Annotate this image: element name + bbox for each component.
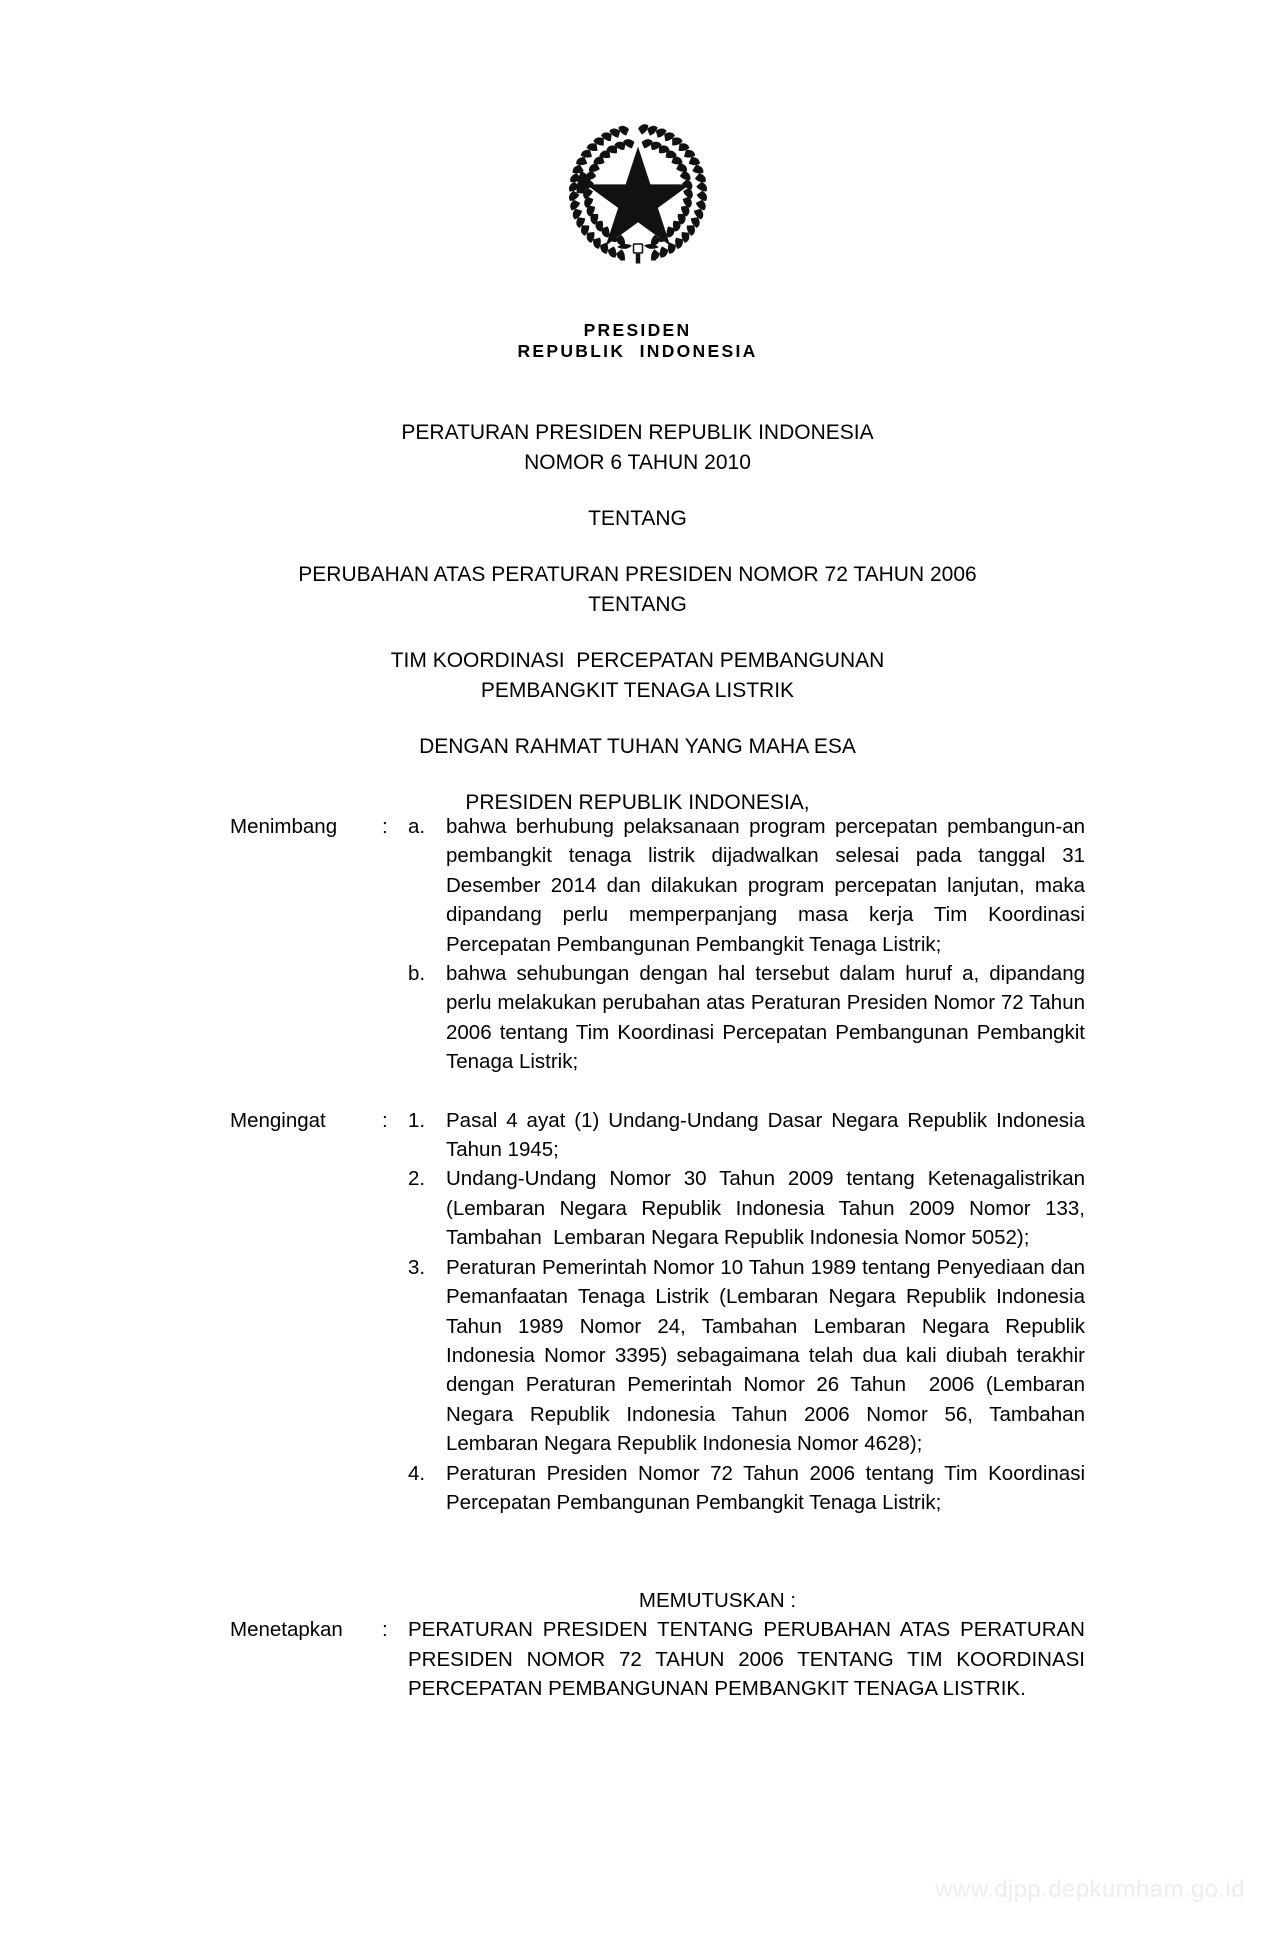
clause-mengingat xyxy=(230,1106,1091,1518)
item-text: Peraturan Pemerintah Nomor 10 Tahun 1989 tentang Penyediaan dan Pemanfaatan Tenaga Listrik (Lembaran Negara Republik Indonesia Tahun 1989 Nomor 24, Tambahan Lembaran Negara Republik Indonesia Nomor 3395) sebagaimana telah dua kali diubah terakhir dengan Peraturan Pemerintah Nomor 26 Tahun 2006 (Lembaran Negara Republik Indonesia Tahun 2006 Nomor 56, Tambahan Lembaran Negara Republik Indonesia Nomor 4628); xyxy=(446,1255,1091,1456)
title-line-2: NOMOR 6 TAHUN 2010 xyxy=(524,451,751,474)
page-title xyxy=(0,418,1275,478)
item-marker: 3. xyxy=(408,1255,426,1279)
list-item xyxy=(408,1106,1091,1165)
title-line-7: PEMBANGKIT TENAGA LISTRIK xyxy=(480,679,795,702)
subject-block-1 xyxy=(0,560,1275,620)
title-line-1: PERATURAN PRESIDEN REPUBLIK INDONESIA xyxy=(401,421,874,444)
tentang-label-1: TENTANG xyxy=(588,507,687,530)
clause-label: Menetapkan xyxy=(230,1618,343,1642)
clause-item-list xyxy=(408,812,1091,1077)
list-item xyxy=(408,1253,1091,1459)
national-emblem-container xyxy=(0,118,1275,273)
spacer xyxy=(0,478,1275,504)
decision-section xyxy=(230,1586,1091,1704)
list-item xyxy=(408,1459,1091,1518)
garuda-star-wreath-emblem xyxy=(563,118,713,268)
clause-colon: : xyxy=(382,1618,388,1642)
tentang-label-2: TENTANG xyxy=(588,593,687,616)
issuer-line: PRESIDEN REPUBLIK INDONESIA, xyxy=(465,791,810,814)
invocation-line: DENGAN RAHMAT TUHAN YANG MAHA ESA xyxy=(419,735,856,758)
document-title-block xyxy=(0,418,1275,818)
spacer xyxy=(0,620,1275,646)
spacer xyxy=(0,534,1275,560)
emblem-caption-line-1: PRESIDEN xyxy=(583,320,692,340)
item-text: bahwa berhubung pelaksanaan program percepatan pembangun-an pembangkit tenaga listrik dijadwalkan selesai pada tanggal 31 Desember 2014 dan dilakukan program percepatan lanjutan, maka dipandang perlu memperpanjang masa kerja Tim Koordinasi Percepatan Pembangunan Pembangkit Tenaga Listrik; xyxy=(446,815,1091,956)
item-marker: 1. xyxy=(408,1108,426,1132)
title-line-4: PERUBAHAN ATAS PERATURAN PRESIDEN NOMOR 72 TAHUN 2006 xyxy=(298,563,977,586)
watermark: www.djpp.depkumham.go.id xyxy=(935,1876,1245,1903)
clauses-section xyxy=(230,812,1091,1517)
subject-block-2 xyxy=(0,646,1275,706)
list-item xyxy=(408,959,1091,1077)
item-marker: 4. xyxy=(408,1461,426,1485)
memutuskan-heading: MEMUTUSKAN : xyxy=(638,1589,797,1612)
item-text: bahwa sehubungan dengan hal tersebut dalam huruf a, dipandang perlu melakukan perubahan atas Peraturan Presiden Nomor 72 Tahun 2006 tentang Tim Koordinasi Percepatan Pembangunan Pembangkit Tenaga Listrik; xyxy=(446,962,1091,1074)
item-marker: a. xyxy=(408,815,426,838)
emblem-caption-line-2: REPUBLIK INDONESIA xyxy=(517,341,758,361)
list-item xyxy=(408,1164,1091,1252)
clause-item-list xyxy=(408,1106,1091,1518)
item-text: Peraturan Presiden Nomor 72 Tahun 2006 tentang Tim Koordinasi Percepatan Pembangunan Pembangkit Tenaga Listrik; xyxy=(446,1461,1091,1514)
list-item xyxy=(408,812,1091,959)
spacer xyxy=(0,762,1275,788)
clause-label: Mengingat xyxy=(230,1108,326,1132)
item-marker: 2. xyxy=(408,1167,426,1191)
clause-menimbang xyxy=(230,812,1091,1077)
title-line-6: TIM KOORDINASI PERCEPATAN PEMBANGUNAN xyxy=(390,649,885,672)
clause-colon: : xyxy=(382,815,388,838)
spacer xyxy=(0,706,1275,732)
clause-menetapkan xyxy=(230,1615,1091,1703)
item-text: Undang-Undang Nomor 30 Tahun 2009 tentang Ketenagalistrikan (Lembaran Negara Republik Indonesia Tahun 2009 Nomor 133, Tambahan Lembaran Negara Republik Indonesia Nomor 5052); xyxy=(446,1167,1091,1250)
clause-label: Menimbang xyxy=(230,815,338,838)
decision-text: PERATURAN PRESIDEN TENTANG PERUBAHAN ATAS PERATURAN PRESIDEN NOMOR 72 TAHUN 2006 TENTANG TIM KOORDINASI PERCEPATAN PEMBANGUNAN PEMBANGKIT TENAGA LISTRIK. xyxy=(408,1618,1091,1701)
clause-colon: : xyxy=(382,1108,388,1132)
item-marker: b. xyxy=(408,962,426,986)
item-text: Pasal 4 ayat (1) Undang-Undang Dasar Negara Republik Indonesia Tahun 1945; xyxy=(446,1108,1091,1162)
emblem-caption xyxy=(0,320,1275,362)
